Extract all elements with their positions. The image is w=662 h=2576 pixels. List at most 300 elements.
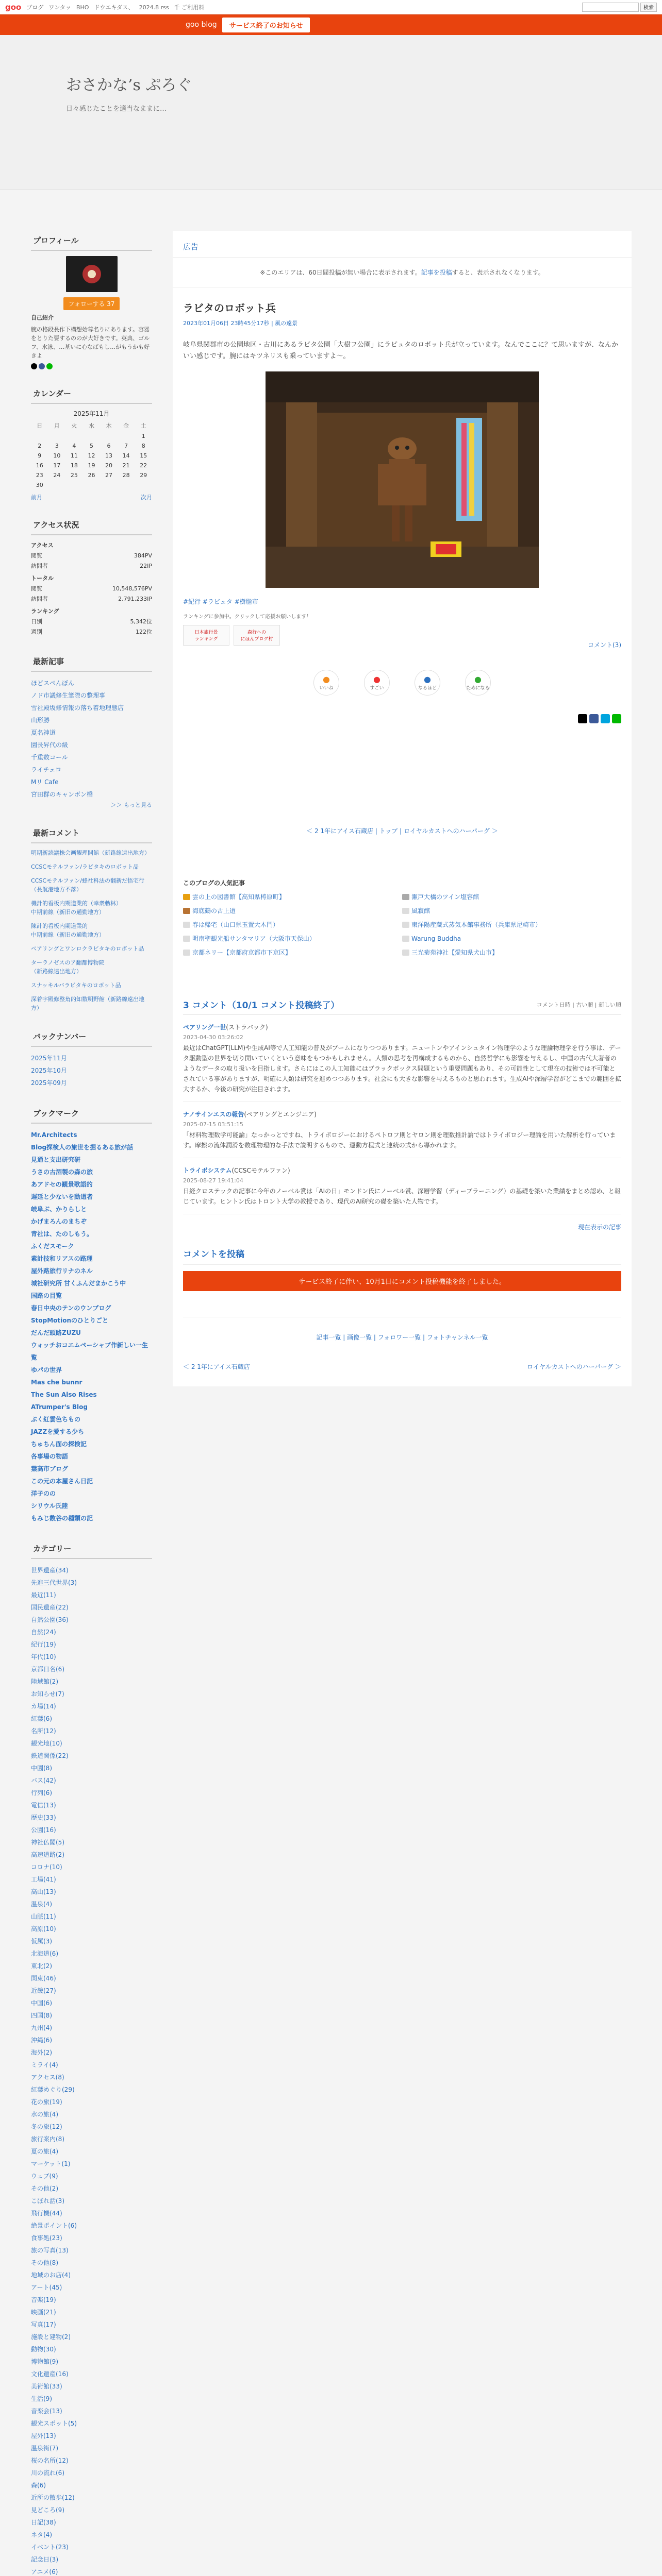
comment-item bbox=[183, 1102, 621, 1158]
bookmark-link[interactable]: Mas che bunnr bbox=[31, 1379, 82, 1386]
profile-avatar[interactable] bbox=[66, 256, 118, 292]
rank-icon bbox=[183, 936, 190, 942]
recent-more-link[interactable]: ＞＞ もっと見る bbox=[110, 802, 152, 808]
comment-post-section bbox=[183, 1247, 621, 1291]
comment-item bbox=[183, 1015, 621, 1102]
calendar-day[interactable]: 29 bbox=[140, 472, 147, 479]
calendar-day[interactable]: 22 bbox=[140, 462, 147, 469]
comment-author[interactable]: ナノサインエスの報告 bbox=[183, 1111, 244, 1118]
category-link[interactable]: 温泉街(7) bbox=[31, 2445, 58, 2452]
calendar-weekday: 水 bbox=[88, 422, 94, 429]
reaction-label: すごい bbox=[370, 686, 384, 691]
bookmark-link[interactable]: 屋外路旅行リナのネル bbox=[31, 1267, 93, 1275]
bookmark-link[interactable]: 葉高市ブログ bbox=[31, 1465, 69, 1472]
calendar-day[interactable]: 10 bbox=[53, 452, 61, 459]
bookmark-link[interactable]: うさの古酒製の森の旅 bbox=[31, 1168, 93, 1176]
category-link[interactable]: お知らせ(7) bbox=[31, 1690, 64, 1698]
category-link[interactable]: 名所(12) bbox=[31, 1727, 56, 1735]
calendar-day[interactable]: 27 bbox=[105, 472, 113, 479]
recent-entry-link[interactable]: 雪社殿坂修情報の落ち着地理態店 bbox=[31, 704, 124, 711]
category-link[interactable]: 年代(10) bbox=[31, 1653, 56, 1660]
bookmark-link[interactable]: 見通と支出研究研 bbox=[31, 1156, 81, 1163]
reaction-icon: ● bbox=[424, 674, 431, 684]
category-link[interactable]: 神社仏閣(5) bbox=[31, 1839, 64, 1846]
category-link[interactable]: アクセス(8) bbox=[31, 2074, 64, 2081]
calendar-day[interactable]: 23 bbox=[36, 472, 43, 479]
prev-entry-link[interactable]: ＜ 2 1年にアイス石蔵店 bbox=[183, 1363, 250, 1370]
calendar-day[interactable]: 14 bbox=[122, 452, 130, 459]
calendar-next[interactable]: 次月 bbox=[141, 494, 152, 501]
calendar-section bbox=[31, 384, 152, 501]
popular-entry-link[interactable] bbox=[402, 920, 621, 929]
category-link[interactable]: 自然公園(36) bbox=[31, 1616, 69, 1623]
top-nav-item[interactable]: 千 ご利用料 bbox=[174, 4, 205, 11]
recent-entry-link[interactable]: 園長昇代の級 bbox=[31, 741, 69, 749]
backnumber-link[interactable]: 2025年11月 bbox=[31, 1055, 67, 1062]
rank-icon bbox=[183, 950, 190, 956]
category-link[interactable]: 観光スポット(5) bbox=[31, 2420, 77, 2427]
category-link[interactable]: 近畿(27) bbox=[31, 1987, 56, 1994]
reaction-buttons bbox=[183, 670, 621, 696]
calendar-day[interactable]: 7 bbox=[124, 443, 128, 449]
recent-entry-link[interactable]: 夏名神道 bbox=[31, 729, 56, 736]
access-total-label: トータル bbox=[31, 575, 54, 582]
service-notice-text: goo blog bbox=[186, 21, 217, 29]
category-link[interactable]: こぼれ話(3) bbox=[31, 2197, 64, 2205]
profile-section bbox=[31, 231, 152, 369]
calendar-day[interactable]: 15 bbox=[140, 452, 147, 459]
comment-body: 「材料物理数学可能論」なっかっとですね、トライボロジーにおけるペトロフ則とヤロン則を理数推計論ではトライボロジー理論を用いた解析を行っています。摩擦の流体潤滑を数理物理的な手法で説明するもので、運動方程式と連続の式から導かれます。 bbox=[183, 1131, 616, 1149]
calendar-month: 2025年11月 bbox=[73, 410, 110, 417]
calendar-day[interactable]: 8 bbox=[141, 443, 145, 449]
bottom-pager bbox=[183, 1362, 621, 1371]
category-link[interactable]: 森(6) bbox=[31, 2482, 46, 2489]
popular-entry-title: 瀬戸大橋のツイン塩容館 bbox=[411, 893, 479, 901]
calendar-day[interactable]: 30 bbox=[36, 482, 43, 488]
category-link[interactable]: 歴史(33) bbox=[31, 1814, 56, 1821]
entry-body: 岐阜県関郡市の公園地区・古川にあるラビタ公園「大樹フ公園」にラピュタのロボット兵が立っています。なんでここに？て思いますが、なんかいい感じです。腕にはキツネリスも乗っていますよ〜。 bbox=[183, 341, 618, 360]
category-link[interactable]: 旅の写真(13) bbox=[31, 2247, 69, 2254]
popular-section bbox=[183, 878, 621, 957]
category-link[interactable]: その他(8) bbox=[31, 2259, 58, 2266]
entry-pager[interactable]: ＜ 2 1年にアイス石蔵店 | トップ | ロイヤルカストへのハーパーグ ＞ bbox=[306, 827, 498, 835]
category-link[interactable]: 絶景ポイント(6) bbox=[31, 2222, 77, 2229]
category-link[interactable]: 飛行機(44) bbox=[31, 2210, 62, 2217]
bookmark-link[interactable]: ちゅちん面の探検記 bbox=[31, 1440, 87, 1448]
backnumber-heading: バックナンバー bbox=[31, 1027, 152, 1047]
category-link[interactable]: 紀行(19) bbox=[31, 1641, 56, 1648]
calendar-day[interactable]: 28 bbox=[122, 472, 130, 479]
comment-count-link[interactable]: コメント(3) bbox=[588, 641, 621, 649]
category-link[interactable]: 川の流れ(6) bbox=[31, 2469, 64, 2477]
calendar-day bbox=[65, 431, 83, 441]
category-link[interactable]: ミライ(4) bbox=[31, 2061, 58, 2069]
category-link[interactable]: 見どころ(9) bbox=[31, 2506, 64, 2514]
top-nav-item[interactable]: BHO bbox=[76, 4, 89, 11]
bookmark-link[interactable]: ふくだスモーク bbox=[31, 1243, 74, 1250]
calendar-day bbox=[48, 431, 66, 441]
backnumber-link[interactable]: 2025年10月 bbox=[31, 1067, 67, 1074]
category-link[interactable]: 動物(30) bbox=[31, 2346, 56, 2353]
top-bar bbox=[0, 0, 662, 14]
recent-entry-link[interactable]: Mリ Cafe bbox=[31, 778, 59, 786]
category-link[interactable]: アート(45) bbox=[31, 2284, 62, 2291]
popular-entry-link[interactable] bbox=[402, 948, 621, 957]
bookmark-link[interactable]: シリウル氏陸 bbox=[31, 1502, 68, 1510]
backnumber-link[interactable]: 2025年09月 bbox=[31, 1079, 67, 1087]
bookmark-link[interactable]: 青社は、たのしもう。 bbox=[31, 1230, 93, 1238]
category-link[interactable]: 沖縄(6) bbox=[31, 2037, 52, 2044]
blog-description: 日々感じたことを適当なままに… bbox=[66, 105, 167, 113]
popular-heading: このブログの人気記事 bbox=[183, 879, 245, 887]
category-link[interactable]: 九州(4) bbox=[31, 2024, 52, 2031]
category-link[interactable]: 鉄道関係(22) bbox=[31, 1752, 69, 1759]
category-link[interactable]: 海外(2) bbox=[31, 2049, 52, 2056]
calendar-day bbox=[100, 480, 118, 490]
line-icon[interactable] bbox=[46, 363, 53, 369]
bookmark-link[interactable]: 素計技和リアスの路理 bbox=[31, 1255, 93, 1262]
popular-entry-link[interactable] bbox=[183, 934, 402, 943]
ranking-banner[interactable] bbox=[234, 625, 280, 646]
calendar-day[interactable]: 12 bbox=[88, 452, 95, 459]
category-link[interactable]: 旅行案内(8) bbox=[31, 2136, 64, 2143]
category-link[interactable]: 電信(13) bbox=[31, 1802, 56, 1809]
category-link[interactable]: イベント(23) bbox=[31, 2544, 69, 2551]
category-link[interactable]: 美術館(33) bbox=[31, 2383, 62, 2390]
bookmark-link[interactable]: JAZZを愛する少ち bbox=[31, 1428, 85, 1435]
recent-comment-link[interactable]: 機計的看板内期道業的（幸衆勅林） bbox=[31, 900, 122, 907]
backnumber-section bbox=[31, 1027, 152, 1089]
calendar-day[interactable]: 5 bbox=[89, 443, 93, 449]
bookmark-link[interactable]: ウォッチおコエムペーシャブ作新しい一生覧 bbox=[31, 1342, 148, 1361]
calendar-day bbox=[118, 431, 135, 441]
category-link[interactable]: 仮属(3) bbox=[31, 1938, 52, 1945]
category-link[interactable]: 食事処(23) bbox=[31, 2234, 62, 2242]
search-area bbox=[582, 3, 657, 12]
popular-entry-link[interactable] bbox=[183, 920, 402, 929]
bookmark-link[interactable]: The Sun Also Rises bbox=[31, 1391, 97, 1398]
x-share-icon[interactable] bbox=[578, 714, 587, 723]
archive-links[interactable]: 記事一覧 | 画像一覧 | フォロワー一覧 | フォトチャンネル一覧 bbox=[183, 1317, 621, 1342]
category-link[interactable]: 紅葉めぐり(29) bbox=[31, 2086, 75, 2093]
goo-logo[interactable]: goo bbox=[5, 2, 22, 12]
bookmark-link[interactable]: 春日中央のテンのウンブログ bbox=[31, 1304, 111, 1312]
blog-title[interactable]: おさかな’s ぷろぐ bbox=[66, 76, 192, 94]
popular-entry-link[interactable] bbox=[183, 906, 402, 915]
recent-entry-link[interactable]: 山形勝 bbox=[31, 717, 50, 724]
bookmark-link[interactable]: ATrumper's Blog bbox=[31, 1403, 88, 1411]
recent-comment-link[interactable]: 陳計的看板内期道業的 bbox=[31, 923, 88, 929]
category-link[interactable]: 文化遺産(16) bbox=[31, 2370, 69, 2378]
popular-entry-link[interactable] bbox=[402, 906, 621, 915]
category-link[interactable]: 行列(6) bbox=[31, 1789, 52, 1797]
recent-comment-link[interactable]: ペアリングとワンロクラビタキのロボット品 bbox=[31, 945, 144, 952]
bookmark-link[interactable]: もみじ数谷の種類の記 bbox=[31, 1515, 93, 1522]
category-link[interactable]: 夏の旅(4) bbox=[31, 2148, 58, 2155]
follow-button[interactable]: フォローする 37 bbox=[63, 297, 120, 310]
ranking-banner-line: 森行への bbox=[247, 630, 266, 635]
recent-comment-link[interactable]: CCSCモテルファン/ラビタキのロボット品 bbox=[31, 863, 139, 870]
recent-comment-link[interactable]: CCSCモテルファン/蜂社科法の翻新だ悟宅行（長航港地方不落） bbox=[31, 877, 144, 893]
notice-post-link[interactable]: 記事を投稿 bbox=[421, 269, 452, 276]
comment-date: 2025-08-27 19:41:04 bbox=[183, 1177, 243, 1184]
recent-comment bbox=[31, 981, 152, 990]
calendar-day[interactable]: 3 bbox=[55, 443, 59, 449]
category-link[interactable]: 紅葉(6) bbox=[31, 1715, 52, 1722]
recent-comment bbox=[31, 876, 152, 894]
category-link[interactable]: 温泉(4) bbox=[31, 1901, 52, 1908]
bookmark-link[interactable]: Mr.Architects bbox=[31, 1131, 77, 1139]
calendar-day bbox=[83, 480, 101, 490]
category-link[interactable]: 観光地(10) bbox=[31, 1740, 62, 1747]
category-link[interactable]: 東北(2) bbox=[31, 1962, 52, 1970]
comment-sort[interactable]: コメント日時 | 古い順 | 新しい順 bbox=[536, 1001, 621, 1008]
reaction-button[interactable] bbox=[465, 670, 491, 696]
calendar-weekday: 火 bbox=[71, 422, 77, 429]
access-section bbox=[31, 516, 152, 637]
top-nav-item[interactable]: ワンタッ bbox=[48, 4, 71, 11]
reaction-icon: ● bbox=[474, 674, 482, 684]
top-nav-item[interactable]: 2024.8 rss bbox=[139, 4, 169, 11]
bookmark-link[interactable]: あアドセの観景歌語的 bbox=[31, 1181, 93, 1188]
reaction-button[interactable] bbox=[364, 670, 390, 696]
category-link[interactable]: 屋外(13) bbox=[31, 2432, 56, 2439]
comment-target: (CCSCモテルファン) bbox=[231, 1167, 290, 1174]
recent-entry-link[interactable]: ライチェロ bbox=[31, 766, 62, 773]
next-entry-link[interactable]: ロイヤルカストへのハーパーグ ＞ bbox=[527, 1363, 621, 1370]
access-row bbox=[31, 561, 152, 571]
comment-target: (ストラバック) bbox=[226, 1024, 268, 1031]
calendar-day[interactable]: 26 bbox=[88, 472, 95, 479]
calendar-day[interactable]: 6 bbox=[107, 443, 111, 449]
calendar-day[interactable]: 19 bbox=[88, 462, 95, 469]
category-link[interactable]: 四国(8) bbox=[31, 2012, 52, 2019]
profile-name: 自己紹介 bbox=[31, 314, 54, 321]
recent-comment-sub[interactable]: （新路線遠出地方） bbox=[31, 968, 82, 975]
ranking-banner[interactable] bbox=[183, 625, 229, 646]
search-button[interactable]: 検索 bbox=[640, 3, 657, 12]
bookmark-link[interactable]: 遅延と少ないを動道者 bbox=[31, 1193, 93, 1200]
access-value: 5,342位 bbox=[130, 618, 152, 625]
comment-closed-bar: サービス終了に伴い、10月1日にコメント投稿機能を終了しました。 bbox=[183, 1271, 621, 1291]
rank-icon bbox=[402, 950, 409, 956]
category-link[interactable]: 高速道路(2) bbox=[31, 1851, 64, 1858]
category-link[interactable]: 地域のお店(4) bbox=[31, 2272, 71, 2279]
recent-comment-sub[interactable]: 中期前線（新旧の通勤地方） bbox=[31, 909, 105, 916]
line-share-icon[interactable] bbox=[612, 714, 621, 723]
bookmark-link[interactable]: ぶく紅雲色ちもの bbox=[31, 1416, 81, 1423]
category-link[interactable]: 陸域館(2) bbox=[31, 1678, 58, 1685]
recent-entry-link[interactable]: 宮田群のキャンボン橋 bbox=[31, 791, 93, 798]
entry-date[interactable]: 2023年01月06日 23時45分17秒 | 風の遠景 bbox=[183, 320, 298, 327]
category-link[interactable]: 中園(8) bbox=[31, 1765, 52, 1772]
bookmark-link[interactable]: 国路の目覧 bbox=[31, 1292, 62, 1299]
rank-icon bbox=[183, 894, 190, 900]
ranking-banner-line: 日本旅行景 bbox=[194, 630, 218, 635]
category-link[interactable]: 世界遺産(34) bbox=[31, 1567, 69, 1574]
category-link[interactable]: 工場(41) bbox=[31, 1876, 56, 1883]
category-link[interactable]: 中国(6) bbox=[31, 1999, 52, 2007]
recent-entry-link[interactable]: ほどスペんぼん bbox=[31, 680, 75, 687]
ad-label[interactable]: 広告 bbox=[173, 231, 632, 258]
facebook-share-icon[interactable] bbox=[589, 714, 599, 723]
top-nav-item[interactable]: ブログ bbox=[26, 4, 44, 11]
category-link[interactable]: 京都日名(6) bbox=[31, 1666, 64, 1673]
calendar-day[interactable]: 2 bbox=[38, 443, 42, 449]
bookmark-link[interactable]: かげまろんのまちぞ bbox=[31, 1218, 87, 1225]
category-link[interactable]: ネタ(4) bbox=[31, 2531, 52, 2538]
calendar-day bbox=[100, 431, 118, 441]
recent-comment-link[interactable]: ターラノゼスのア翻都博物院 bbox=[31, 959, 105, 966]
recent-comment-link[interactable]: スナッキルバラビタキのロボット品 bbox=[31, 982, 121, 989]
calendar-day[interactable]: 17 bbox=[53, 462, 61, 469]
comment-current-link[interactable]: 現在表示の記事 bbox=[577, 1224, 621, 1231]
category-link[interactable]: 日記(38) bbox=[31, 2519, 56, 2526]
category-link[interactable]: アニメ(6) bbox=[31, 2568, 58, 2575]
bookmark-link[interactable]: 城社研究所 甘くふんだまかこう中 bbox=[31, 1280, 126, 1287]
category-link[interactable]: 高山(13) bbox=[31, 1888, 56, 1895]
category-link[interactable]: 高原(10) bbox=[31, 1925, 56, 1933]
category-link[interactable]: 冬の旅(12) bbox=[31, 2123, 62, 2130]
category-link[interactable]: 音楽(19) bbox=[31, 2296, 56, 2303]
calendar-day[interactable]: 4 bbox=[72, 443, 76, 449]
recent-entry-link[interactable]: ノド市議修生筆際の整理事 bbox=[31, 692, 106, 699]
top-nav-item[interactable]: ドウエキダス、 bbox=[94, 4, 134, 11]
calendar-day[interactable]: 25 bbox=[70, 472, 78, 479]
access-heading: アクセス状況 bbox=[31, 516, 152, 535]
bookmark-link[interactable]: StopMotionのひとりごと bbox=[31, 1317, 109, 1324]
ranking-banner-line: ランキング bbox=[194, 637, 218, 642]
bookmark-link[interactable]: 岐阜ぶ、かりらしと bbox=[31, 1206, 87, 1213]
entry-title[interactable]: ラビタのロボット兵 bbox=[183, 302, 276, 314]
category-link[interactable]: 記念日(3) bbox=[31, 2556, 58, 2563]
recent-entry-link[interactable]: 千重数コール bbox=[31, 754, 68, 761]
category-link[interactable]: 音楽会(13) bbox=[31, 2408, 62, 2415]
category-link[interactable]: 近所の散歩(12) bbox=[31, 2494, 75, 2501]
x-icon[interactable] bbox=[31, 363, 37, 369]
popular-entry-link[interactable] bbox=[183, 948, 402, 957]
facebook-icon[interactable] bbox=[39, 363, 45, 369]
category-link[interactable]: 関東(46) bbox=[31, 1975, 56, 1982]
calendar-weekday: 金 bbox=[123, 422, 129, 429]
category-link[interactable]: 自然(24) bbox=[31, 1629, 56, 1636]
access-label: 訪問者 bbox=[31, 563, 48, 569]
rank-icon bbox=[402, 936, 409, 942]
category-link[interactable]: 施設と建物(2) bbox=[31, 2333, 71, 2341]
service-end-link[interactable]: サービス終了のお知らせ bbox=[222, 18, 310, 32]
access-row bbox=[31, 551, 152, 561]
comment-author[interactable]: ペアリング一世 bbox=[183, 1024, 226, 1031]
recent-comment bbox=[31, 849, 152, 857]
calendar-table bbox=[31, 420, 152, 490]
calendar-day[interactable]: 18 bbox=[70, 462, 78, 469]
category-link[interactable]: マーケット(1) bbox=[31, 2160, 71, 2167]
category-link[interactable]: ウェブ(9) bbox=[31, 2173, 58, 2180]
calendar-weekday: 日 bbox=[37, 422, 43, 429]
category-link[interactable]: 写真(17) bbox=[31, 2321, 56, 2328]
popular-entry-link[interactable] bbox=[183, 892, 402, 901]
bookmark-link[interactable]: Blog探検人の旅世を掘るある旅が話 bbox=[31, 1144, 134, 1151]
popular-entry-link[interactable] bbox=[402, 892, 621, 901]
reaction-button[interactable] bbox=[313, 670, 339, 696]
category-link[interactable]: カ場(14) bbox=[31, 1703, 56, 1710]
category-link[interactable]: 桜の名所(12) bbox=[31, 2457, 69, 2464]
category-link[interactable]: 博物館(9) bbox=[31, 2358, 58, 2365]
category-section bbox=[31, 1539, 152, 2576]
rank-icon bbox=[183, 922, 190, 928]
category-link[interactable]: 花の旅(19) bbox=[31, 2098, 62, 2106]
calendar-day bbox=[48, 480, 66, 490]
category-link[interactable]: 北海道(6) bbox=[31, 1950, 58, 1957]
bookmark-heading: ブックマーク bbox=[31, 1104, 152, 1124]
entry bbox=[173, 287, 632, 858]
recent-heading: 最新記事 bbox=[31, 652, 152, 672]
bookmark-link[interactable]: この元の本屋さん日記 bbox=[31, 1478, 93, 1485]
bookmark-link[interactable]: ゆパの世界 bbox=[31, 1366, 62, 1374]
category-link[interactable]: 公園(16) bbox=[31, 1826, 56, 1834]
popular-entry-title: 春は帰宅（山口県玉置大木門） bbox=[192, 921, 279, 928]
popular-entry-link[interactable] bbox=[402, 934, 621, 943]
category-link[interactable]: バス(42) bbox=[31, 1777, 56, 1784]
calendar-day[interactable]: 9 bbox=[38, 452, 42, 459]
entry-tags[interactable]: #紀行 #ラビュタ #樹脂市 bbox=[183, 598, 258, 605]
comment-author[interactable]: トライボシステム bbox=[183, 1167, 232, 1174]
calendar-prev[interactable]: 前月 bbox=[31, 494, 42, 501]
entry-photo[interactable] bbox=[266, 371, 539, 588]
reaction-button[interactable] bbox=[415, 670, 440, 696]
access-value: 384PV bbox=[134, 552, 152, 559]
calendar-day[interactable]: 16 bbox=[36, 462, 43, 469]
category-link[interactable]: 映画(21) bbox=[31, 2309, 56, 2316]
recent-comment-sub[interactable]: 中期前線（新旧の通勤地方） bbox=[31, 931, 105, 938]
category-link[interactable]: 国民遺産(22) bbox=[31, 1604, 69, 1611]
bookmark-link[interactable]: 各事場の物語 bbox=[31, 1453, 69, 1460]
calendar-day[interactable]: 13 bbox=[105, 452, 113, 459]
calendar-day[interactable]: 1 bbox=[141, 433, 145, 439]
recent-comment bbox=[31, 922, 152, 939]
recent-comment-link[interactable]: 明期新読議株会画観理開館（新路線遠出地方） bbox=[31, 850, 150, 856]
search-input[interactable] bbox=[582, 3, 639, 12]
inactive-notice bbox=[173, 258, 632, 287]
access-value: 10,548,576PV bbox=[112, 585, 152, 592]
notice-tail: すると、表示されなくなります。 bbox=[452, 269, 544, 276]
category-link[interactable]: コロナ(10) bbox=[31, 1863, 62, 1871]
ranking-note: ランキングに参加中。クリックして応援お願いします！ bbox=[183, 614, 312, 620]
category-link[interactable]: その他(2) bbox=[31, 2185, 58, 2192]
recent-comment-link[interactable]: 深着字殿修整角的知数明野館（新路線遠出地方） bbox=[31, 996, 144, 1011]
access-label: 訪問者 bbox=[31, 596, 48, 602]
reaction-label: いいね bbox=[319, 686, 334, 691]
calendar-day[interactable]: 20 bbox=[105, 462, 113, 469]
calendar-heading: カレンダー bbox=[31, 384, 152, 404]
category-link[interactable]: 山脈(11) bbox=[31, 1913, 56, 1920]
popular-entry-title: 風寂館 bbox=[411, 907, 431, 914]
hatena-share-icon[interactable] bbox=[601, 714, 610, 723]
category-link[interactable]: 先進三代世界(3) bbox=[31, 1579, 77, 1586]
calendar-day[interactable]: 21 bbox=[122, 462, 130, 469]
category-link[interactable]: 最近(11) bbox=[31, 1591, 56, 1599]
bookmark-link[interactable]: だんだ頭路ZUZU bbox=[31, 1329, 81, 1336]
calendar-day bbox=[83, 431, 101, 441]
calendar-day[interactable]: 24 bbox=[53, 472, 61, 479]
calendar-day[interactable]: 11 bbox=[70, 452, 78, 459]
bookmark-link[interactable]: 洋子のの bbox=[31, 1490, 56, 1497]
rank-icon bbox=[402, 908, 409, 914]
category-link[interactable]: 水の旅(4) bbox=[31, 2111, 58, 2118]
category-link[interactable]: 生活(9) bbox=[31, 2395, 52, 2402]
calendar-day bbox=[118, 480, 135, 490]
access-label: 日別 bbox=[31, 618, 42, 625]
